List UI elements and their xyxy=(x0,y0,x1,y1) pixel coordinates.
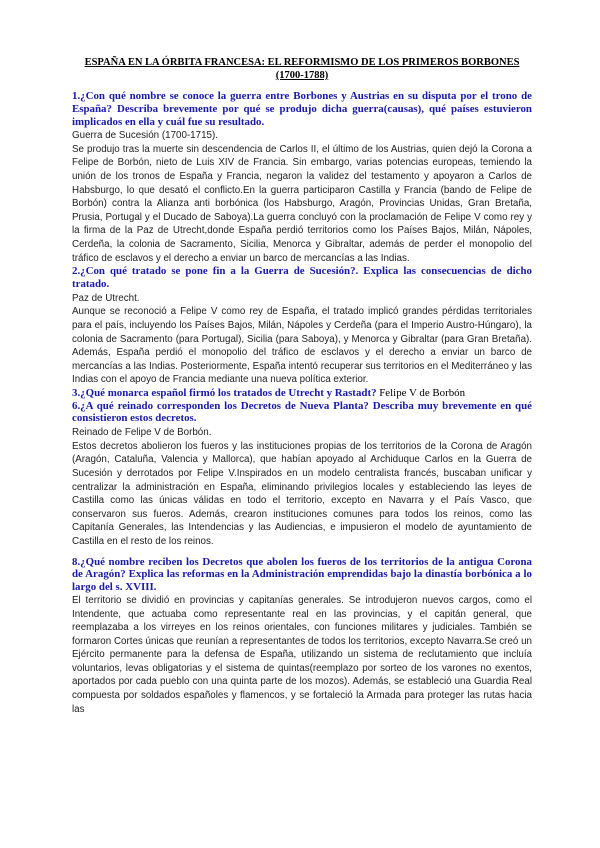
answer-body-1: Se produjo tras la muerte sin descendencia de Carlos II, el último de los Austrias, quien dejó la Corona a Felipe de Borbón, nieto de Luis XIV de Francia. Sin embargo, varias potencias europeas, temiendo la unión de los tronos de España y Francia, negaron la validez del testamento y apoyaron a Carlos de Habsburgo, lo que desató el conflicto.En la guerra participaron Castilla y Francia (bando de Felipe de Borbón) contra la Alianza anti borbónica (los Habsburgo, Aragón, Provincias Unidas, Gran Bretaña, Prusia, Portugal y el Ducado de Saboya).La guerra concluyó con la proclamación de Felipe V como rey y la firma de la Paz de Utrecht,donde España perdió territorios como los Países Bajos, Milán, Nápoles, Cerdeña, la colonia de Sacramento, Sicilia, Menorca y Gibraltar, además de perder el monopolio del tráfico de esclavos y el derecho a enviar un barco de mercancías a las Indias. xyxy=(72,143,532,264)
question-8: 8.¿Qué nombre reciben los Decretos que abolen los fueros de los territorios de la antigua Corona de Aragón? Explica las reformas en la Administración emprendidas bajo la dinastía borbónica a lo largo del s. XVIII. xyxy=(72,555,532,594)
question-6: 6.¿A qué reinado corresponden los Decretos de Nueva Planta? Describa muy brevemente en qué consistieron estos decretos. xyxy=(72,399,532,425)
answer-inline-3: Felipe V de Borbón xyxy=(379,386,466,399)
answer-body-8: El territorio se dividió en provincias y capitanías generales. Se introdujeron nuevos cargos, como el Intendente, que actuaba como representante real en las provincias, y el capitán general, que reemplazaba a los virreyes en los reinos orientales, con funciones militares y judiciales. También se formaron Cortes únicas que reunían a representantes de todos los territorios, excepto Navarra.Se creó un Ejército permanente para la defensa de España, utilizando un sistema de reclutamiento que incluía voluntarios, levas obligatorias y el sistema de quintas(reemplazo por sorteo de los varones no exentos, aportados por cada pueblo con una quinta parte de los mozos). Además, se estableció una Guardia Real compuesta por soldados españoles y flamencos, y se fortaleció la Armada para proteger las rutas hacia las xyxy=(72,594,532,715)
question-2: 2.¿Con qué tratado se pone fin a la Guerra de Sucesión?. Explica las consecuencias de dicho tratado. xyxy=(72,265,532,291)
question-3 xyxy=(72,387,532,400)
document-page xyxy=(72,56,532,716)
document-title: ESPAÑA EN LA ÓRBITA FRANCESA: EL REFORMISMO DE LOS PRIMEROS BORBONES (1700-1788) xyxy=(84,57,520,81)
question-1: 1.¿Con qué nombre se conoce la guerra entre Borbones y Austrias en su disputa por el trono de España? Describa brevemente por qué se produjo dicha guerra(causas), qué países estuvieron implicados en ella y cuál fue su resultado. xyxy=(72,90,532,128)
answer-body-6: Estos decretos abolieron los fueros y las instituciones propias de los territorios de la Corona de Aragón (Aragón, Cataluña, Valencia y Mallorca), que habían apoyado al Archiduque Carlos en la Guerra de Sucesión y derrotados por Felipe V.Inspirados en un modelo centralista francés, buscaban unificar y centralizar la administración en España, eliminando privilegios locales y estableciendo las leyes de Castilla como las únicas válidas en todo el territorio, excepto en Navarra y el País Vasco, que conservaron sus fueros. Además, crearon instituciones comunes para todos los reinos, como las Capitanía Generales, las Intendencias y las Audiencias, e impusieron el modelo de ayuntamiento de Castilla en el resto de los reinos. xyxy=(72,440,532,547)
answer-title-2: Paz de Utrecht. xyxy=(72,292,140,304)
answer-title-1: Guerra de Sucesión (1700-1715). xyxy=(72,130,218,142)
answer-title-6: Reinado de Felipe V de Borbón. xyxy=(72,427,212,439)
question-3-text: 3.¿Qué monarca español firmó los tratados de Utrecht y Rastadt? xyxy=(72,386,377,399)
answer-body-2: Aunque se reconoció a Felipe V como rey de España, el tratado implicó grandes pérdidas territoriales para el país, incluyendo los Países Bajos, Milán, Nápoles y Cerdeña (para el Imperio Austro-Húngaro), la colonia de Sacramento (para Portugal), Sicilia (para Saboya), y Menorca y Gibraltar (para Gran Bretaña). Además, España perdió el monopolio del tráfico de esclavos y el derecho a enviar un barco de mercancías a las Indias. Posteriormente, España intentó recuperar sus territorios en el Mediterráneo y las Indias con el apoyo de Francia mediante una nueva política exterior. xyxy=(72,306,532,386)
